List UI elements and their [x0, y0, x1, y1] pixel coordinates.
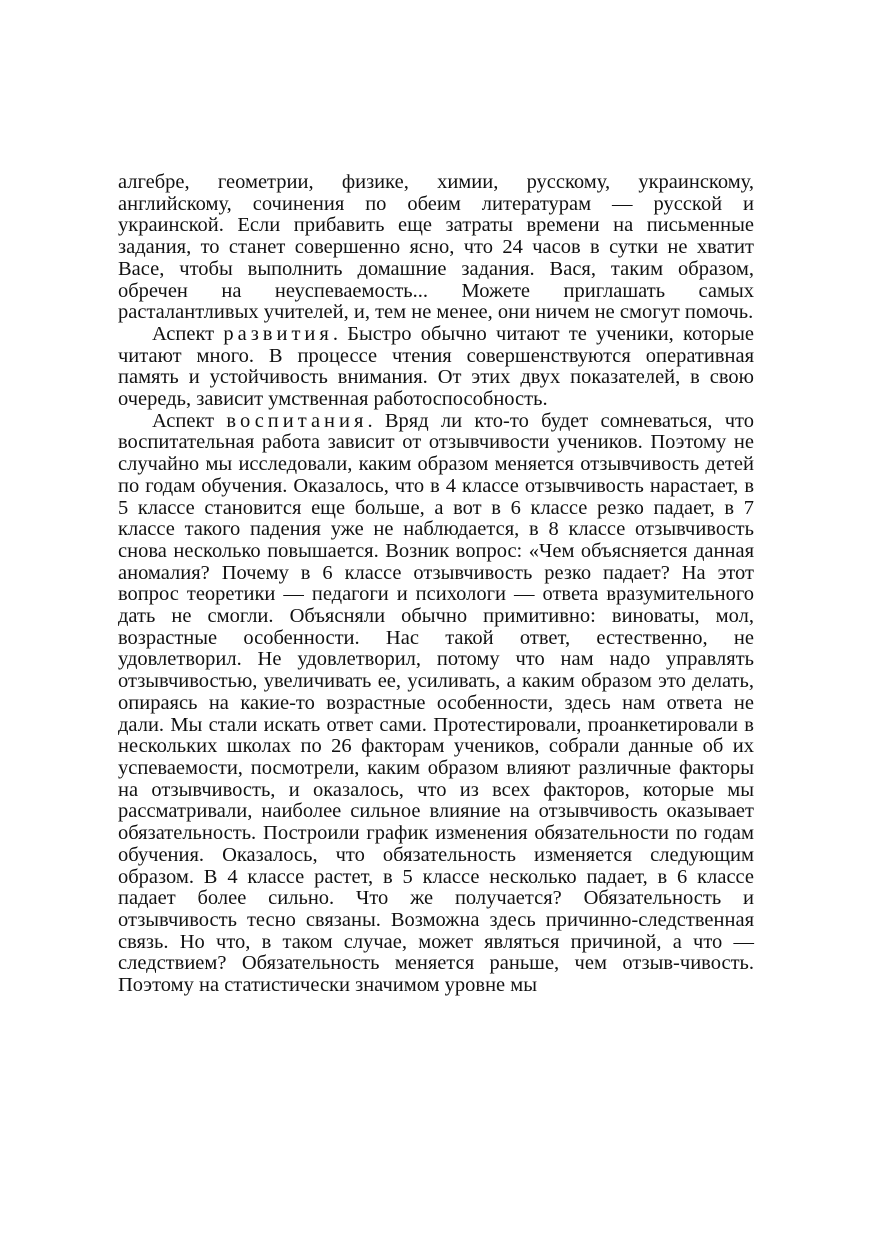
- paragraph-3-spaced-term: воспитания: [226, 409, 368, 432]
- paragraph-1-text: алгебре, геометрии, физике, химии, русскому, украинскому, английскому, сочинения по обеим литературам — русской и украинской. Если прибавить еще затраты времени на письменные задания, то станет совершенно ясно, что 24 часов в сутки не хватит Васе, чтобы выполнить домашние задания. Вася, таким образом, обречен на неуспеваемость... Можете приглашать самых расталантливых учителей, и, тем не менее, они ничем не смогут помочь.: [118, 171, 754, 324]
- paragraph-3: [118, 411, 754, 997]
- paragraph-1: [118, 172, 754, 324]
- paragraph-2: [118, 324, 754, 411]
- body-text: [118, 172, 754, 997]
- paragraph-3-text: . Вряд ли кто-то будет сомневаться, что воспитательная работа зависит от отзывчивости учеников. Поэтому не случайно мы исследовали, каким образом меняется отзывчивость детей по годам обучения. Оказалось, что в 4 классе отзывчивость нарастает, в 5 классе становится еще больше, а вот в 6 классе резко падает, в 7 классе такого падения уже не наблюдается, в 8 классе отзывчивость снова несколько повышается. Возник вопрос: «Чем объясняется данная аномалия? Почему в 6 классе отзывчивость резко падает? На этот вопрос теоретики — педагоги и психологи — ответа вразумительного дать не смогли. Объясняли обычно примитивно: виноваты, мол, возрастные особенности. Нас такой ответ, естественно, не удовлетворил. Не удовлетворил, потому что нам надо управлять отзывчивостью, увеличивать ее, усиливать, а каким образом это делать, опираясь на какие-то возрастные особенности, здесь нам ответа не дали. Мы стали искать ответ сами. Протестировали, проанкетировали в нескольких школах по 26 факторам учеников, собрали данные об их успеваемости, посмотрели, каким образом влияют различные факторы на отзывчивость, и оказалось, что из всех факторов, которые мы рассматривали, наиболее сильное влияние на отзывчивость оказывает обязательность. Построили график изменения обязательности по годам обучения. Оказалось, что обязательность изменяется следующим образом. В 4 классе растет, в 5 классе несколько падает, в 6 классе падает более сильно. Что же получается? Обязательность и отзывчивость тесно связаны. Возможна здесь причинно-следственная связь. Но что, в таком случае, может являться причиной, а что — следствием? Обязательность меняется раньше, чем отзыв-чивость. Поэтому на статистически значимом уровне мы: [118, 409, 754, 997]
- paragraph-2-lead: Аспект: [152, 322, 224, 345]
- paragraph-2-spaced-term: развития: [223, 322, 333, 345]
- paragraph-2-text: . Быстро обычно читают те ученики, которые читают много. В процессе чтения совершенствуются оперативная память и устойчивость внимания. От этих двух показателей, в свою очередь, зависит умственная работоспособность.: [118, 322, 754, 411]
- paragraph-3-lead: Аспект: [152, 409, 227, 432]
